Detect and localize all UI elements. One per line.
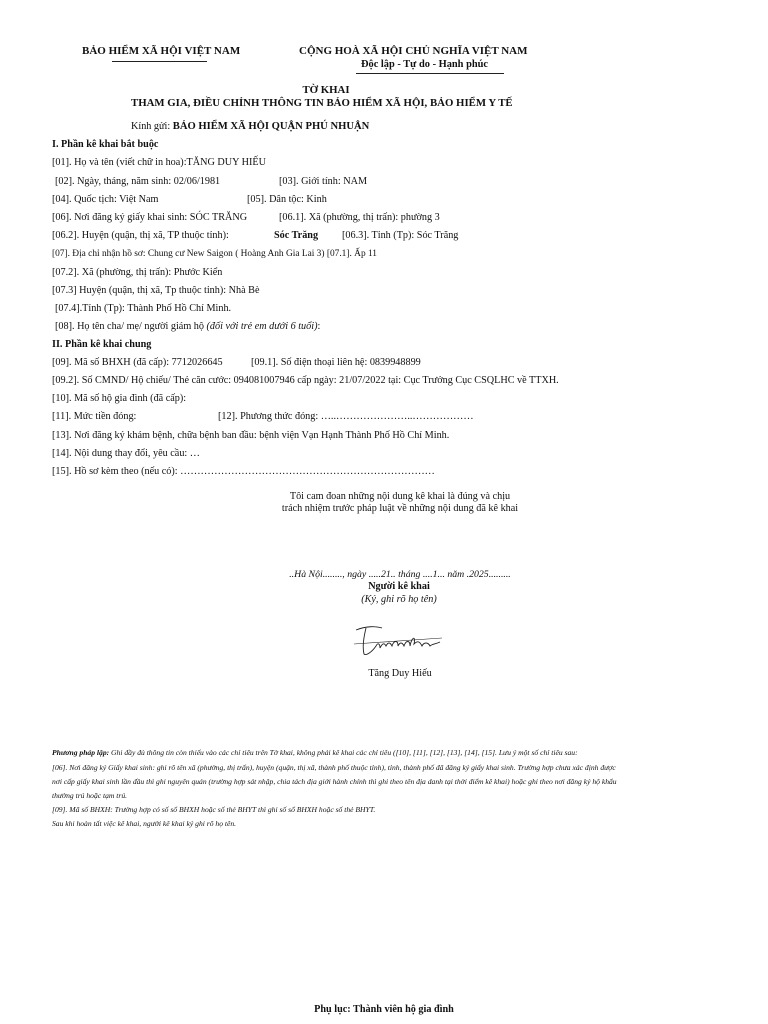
agency-name: BẢO HIỂM XÃ HỘI VIỆT NAM: [82, 45, 241, 57]
field-03-gender: [03]. Giới tính: NAM: [279, 176, 368, 187]
field-06-2-district-label: [06.2]. Huyện (quận, thị xã, TP thuộc tỉnh):: [52, 230, 229, 241]
nation-name: CỘNG HOÀ XÃ HỘI CHỦ NGHĨA VIỆT NAM: [299, 45, 528, 57]
field-04-nationality: [04]. Quốc tịch: Việt Nam: [52, 194, 159, 205]
field-02-birth-date: [02]. Ngày, tháng, năm sinh: 02/06/1981: [55, 176, 221, 187]
recipient-line: [131, 121, 369, 132]
form-title: TỜ KHAI: [302, 84, 350, 96]
appendix-title: Phụ lục: Thành viên hộ gia đình: [314, 1004, 454, 1015]
declaration-line-2: trách nhiệm trước pháp luật về những nội dung đã kê khai: [281, 503, 519, 514]
notes-06-line-3: thường trú hoặc tạm trú.: [52, 791, 128, 800]
section1-heading: I. Phần kê khai bắt buộc: [52, 139, 159, 150]
field-07-4-province: [07.4].Tỉnh (Tp): Thành Phố Hồ Chí Minh.: [55, 303, 232, 314]
field-07-address: [07]. Địa chỉ nhận hồ sơ: Chung cư New Saigon ( Hoàng Anh Gia Lai 3) [07.1]. Ấp 11: [52, 249, 377, 259]
field-07-2-ward: [07.2]. Xã (phường, thị trấn): Phước Kiển: [52, 267, 223, 278]
field-06-1-ward: [06.1]. Xã (phường, thị trấn): phường 3: [279, 212, 440, 223]
field-07-3-district: [07.3] Huyện (quận, thị xã, Tp thuộc tỉnh): Nhà Bè: [52, 285, 260, 296]
field-09-social-insurance-code: [09]. Mã số BHXH (đã cấp): 7712026645: [52, 357, 223, 368]
field-11-contribution-amount: [11]. Mức tiền đóng:: [52, 411, 137, 422]
motto-underline: [356, 73, 504, 74]
field-14-change-request: [14]. Nội dung thay đổi, yêu cầu: …: [52, 448, 200, 459]
field-13-health-facility: [13]. Nơi đăng ký khám bệnh, chữa bệnh ban đầu: bệnh viện Vạn Hạnh Thành Phố Hồ Chí Minh.: [52, 430, 450, 441]
field-09-2-id-card: [09.2]. Số CMND/ Hộ chiếu/ Thẻ căn cước: 094081007946 cấp ngày: 21/07/2022 tại: Cục Trưởng Cục CSQLHC về TTXH.: [52, 375, 559, 386]
field-06-2-district-value: Sóc Trăng: [274, 230, 319, 241]
field-05-ethnicity: [05]. Dân tộc: Kinh: [247, 194, 327, 205]
recipient-value: BẢO HIỂM XÃ HỘI QUẬN PHÚ NHUẬN: [172, 121, 370, 132]
notes-09: [09]. Mã số BHXH: Trường hợp có số sổ BHXH hoặc số thẻ BHYT thì ghi số sổ BHXH hoặc số thẻ BHYT.: [52, 805, 376, 814]
notes-intro-text: Ghi đầy đủ thông tin còn thiếu vào các chỉ tiêu trên Tờ khai, không phải kê khai các chỉ tiêu ([10], [11], [12], [13], [14], [15]. Lưu ý một số chỉ tiêu sau:: [109, 748, 578, 757]
field-08-guardian: [55, 321, 320, 332]
signer-role: Người kê khai: [368, 581, 430, 592]
field-08-colon: :: [317, 321, 321, 332]
field-08-note: (đối với trẻ em dưới 6 tuổi): [206, 321, 318, 332]
signature-instruction: (Ký, ghi rõ họ tên): [361, 594, 437, 605]
form-subtitle: THAM GIA, ĐIỀU CHỈNH THÔNG TIN BẢO HIỂM XÃ HỘI, BẢO HIỂM Y TẾ: [131, 97, 513, 109]
field-06-3-province: [06.3]. Tỉnh (Tp): Sóc Trăng: [342, 230, 459, 241]
field-12-payment-method: [12]. Phương thức đóng: …..…………………..………………: [218, 411, 474, 422]
recipient-label: Kính gửi:: [131, 121, 171, 132]
notes-06-line-1: [06]. Nơi đăng ký Giấy khai sinh: ghi rõ tên xã (phường, thị trấn), huyện (quận, thị xã, thành phố thuộc tỉnh), tỉnh, thành phố đã đăng ký giấy khai sinh. Trường hợp chưa xác định được: [52, 763, 616, 772]
signer-name: Tăng Duy Hiếu: [368, 668, 432, 679]
declaration-line-1: Tôi cam đoan những nội dung kê khai là đúng và chịu: [289, 491, 511, 502]
agency-underline: [112, 61, 207, 62]
notes-06-line-2: nơi cấp giấy khai sinh lần đầu thì ghi nguyên quán (trường hợp sát nhập, chia tách địa giới hành chính thì ghi theo tên địa danh tại thời điểm kê khai) hoặc ghi theo nơi đăng ký hộ khẩu: [52, 777, 617, 786]
notes-closing: Sau khi hoàn tất việc kê khai, người kê khai ký ghi rõ họ tên.: [52, 819, 237, 828]
notes-intro: [52, 746, 578, 761]
field-09-1-phone: [09.1]. Số điện thoại liên hệ: 0839948899: [251, 357, 421, 368]
section2-heading: II. Phần kê khai chung: [52, 339, 152, 350]
handwritten-signature: [352, 622, 444, 658]
field-10-household-code: [10]. Mã số hộ gia đình (đã cấp):: [52, 393, 187, 404]
field-08-label: [08]. Họ tên cha/ mẹ/ người giám hộ: [55, 321, 207, 332]
notes-intro-label: Phương pháp lập:: [52, 748, 110, 757]
field-01-full-name: [01]. Họ và tên (viết chữ in hoa):TĂNG DUY HIẾU: [52, 157, 266, 168]
signing-date: ..Hà Nội........, ngày .....21.. tháng ....1... năm .2025.........: [289, 569, 511, 580]
national-motto: Độc lập - Tự do - Hạnh phúc: [361, 59, 489, 70]
field-06-birth-registration: [06]. Nơi đăng ký giấy khai sinh: SÓC TRĂNG: [52, 212, 248, 223]
field-15-attachments: [15]. Hồ sơ kèm theo (nếu có): …………………………………………………………………: [52, 466, 435, 477]
